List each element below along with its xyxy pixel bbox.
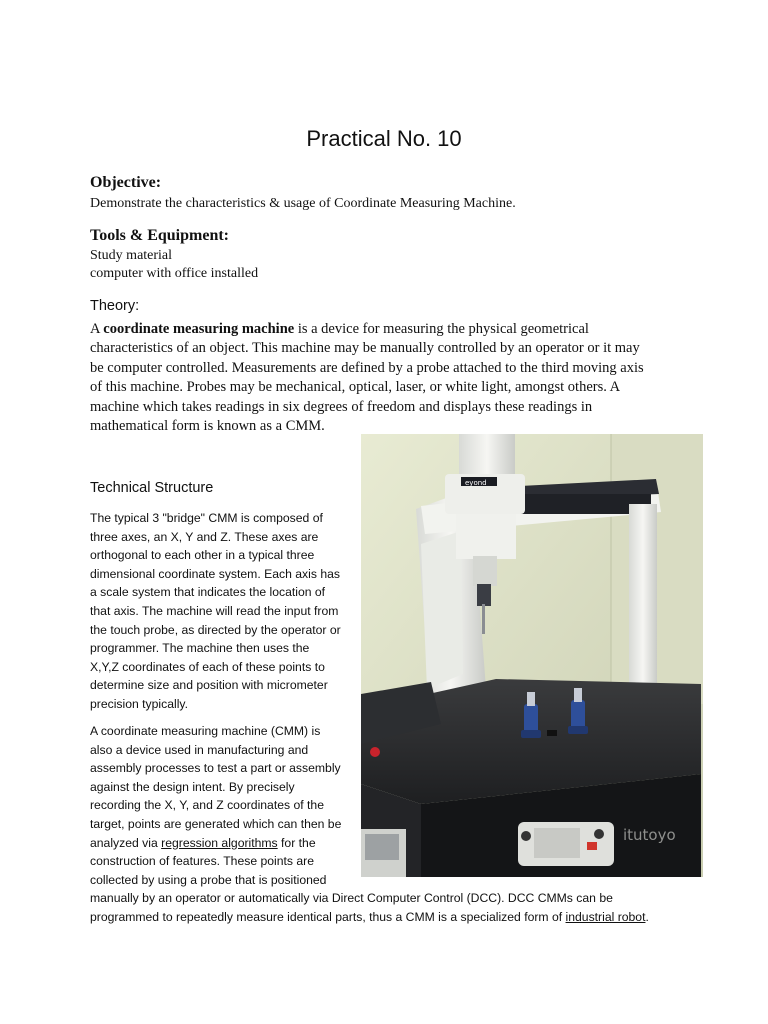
technical-structure-paragraph-1 — [90, 509, 358, 714]
theory-heading: Theory: — [90, 298, 140, 314]
ts-line: precision typically. — [90, 696, 188, 711]
ts-line: against the design intent. By precisely — [90, 779, 295, 794]
ts-analyzed-prefix: analyzed via — [90, 835, 162, 850]
ts-line: three axes, an X, Y and Z. These axes are — [90, 529, 319, 544]
ts-line: collected by using a probe that is positioned — [90, 872, 327, 887]
cmm-machine-illustration — [361, 434, 703, 877]
ts-line: assembly processes to test a part or assembly — [90, 761, 341, 776]
technical-structure-paragraph-2 — [90, 722, 358, 889]
ts-line: X,Y,Z coordinates of each of these points to — [90, 659, 325, 674]
page-title: Practical No. 10 — [306, 126, 462, 151]
ts-analyzed-suffix: for the — [277, 835, 316, 850]
ts-line: also a device used in manufacturing and — [90, 742, 309, 757]
ts-line: target, points are generated which can then be — [90, 816, 342, 831]
ts-full-line-prefix: programmed to repeatedly measure identical parts, thus a CMM is a specialized form of — [90, 910, 566, 924]
tools-item: computer with office installed — [90, 266, 259, 281]
ts-line: a scale system that indicates the location of — [90, 585, 326, 600]
theory-paragraph — [90, 320, 690, 436]
cmm-machine-photo — [361, 434, 703, 877]
ts-line: orthogonal to each other in a typical three — [90, 548, 315, 563]
ts-line: determine size and position with micrometer — [90, 678, 328, 693]
ts-line: dimensional coordinate system. Each axis has — [90, 566, 340, 581]
ts-line: construction of features. These points are — [90, 854, 315, 869]
ts-line: the touch probe, as directed by the operator or — [90, 622, 341, 637]
ts-line: recording the X, Y, and Z coordinates of the — [90, 798, 324, 813]
objective-text: Demonstrate the characteristics & usage of Coordinate Measuring Machine. — [90, 196, 516, 211]
objective-heading: Objective: — [90, 174, 162, 191]
regression-algorithms-link[interactable]: regression algorithms — [161, 835, 278, 850]
theory-line-rest: is a device for measuring the physical geometrical — [294, 321, 589, 337]
technical-structure-heading: Technical Structure — [90, 480, 214, 496]
ts-line: A coordinate measuring machine (CMM) is — [90, 724, 321, 738]
ts-full-line-suffix: . — [645, 910, 649, 924]
theory-lead-prefix: A — [90, 321, 104, 337]
machine-maker-text: itutoyo — [623, 826, 676, 844]
theory-line: be computer controlled. Measurements are defined by a probe attached to the third moving axis — [90, 359, 644, 376]
machine-brand-text: eyond — [465, 479, 487, 487]
tools-item: Study material — [90, 248, 173, 263]
ts-full-line: manually by an operator or automatically via Direct Computer Control (DCC). DCC CMMs can be — [90, 891, 613, 905]
theory-bold-term: coordinate measuring machine — [103, 321, 295, 337]
ts-line: programmer. The machine then uses the — [90, 641, 310, 656]
tools-heading: Tools & Equipment: — [90, 227, 229, 244]
theory-line: characteristics of an object. This machine may be manually controlled by an operator or it may — [90, 340, 640, 357]
ts-full-line — [90, 908, 649, 927]
industrial-robot-link[interactable]: industrial robot — [565, 910, 646, 924]
ts-line — [90, 834, 358, 853]
ts-line: that axis. The machine will read the input from — [90, 603, 339, 618]
ts-line: The typical 3 "bridge" CMM is composed of — [90, 511, 323, 525]
theory-line: of this machine. Probes may be mechanical, optical, laser, or white light, amongst others. A — [90, 379, 621, 396]
theory-line: mathematical form is known as a CMM. — [90, 418, 325, 435]
theory-line — [90, 320, 690, 339]
theory-line: machine which takes readings in six degrees of freedom and displays these readings in — [90, 398, 593, 415]
